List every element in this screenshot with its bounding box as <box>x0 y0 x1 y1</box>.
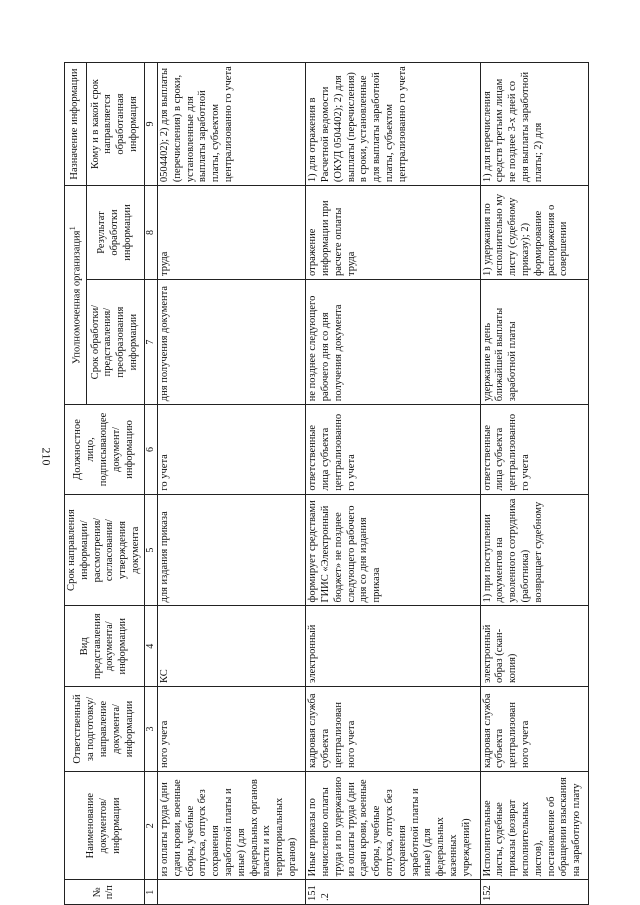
processing-term-cell: удержание в день ближайшей выплаты заработной платы <box>480 279 589 404</box>
signer-cell: ответственные лица субъекта централизованно го учета <box>306 405 481 494</box>
destination-cell: 0504402); 2) для выплаты (перечисления) в сроки, установленные для выплаты заработной платы, субъектом централизованно го учета <box>157 63 305 186</box>
column-number: 2 <box>144 771 157 879</box>
row-number: 152 <box>480 880 589 905</box>
kind-cell: КС <box>157 606 305 687</box>
responsible-cell: кадровая служба субъекта централизован ного учета <box>480 686 589 771</box>
column-number: 7 <box>144 279 157 404</box>
document-table <box>64 62 589 905</box>
processing-result-cell: труда <box>157 186 305 280</box>
header-row-1 <box>65 63 87 905</box>
header-responsible: Ответственный за подготовку/ направление документа/ информации <box>65 686 145 771</box>
document-name-cell: Исполнительные листы, судебные приказы (возврат исполнительных листов), постановление об обращении взыскания на заработную плату <box>480 771 589 879</box>
row-number <box>157 880 305 905</box>
column-number: 3 <box>144 686 157 771</box>
responsible-cell: кадровая служба субъекта централизован ного учета <box>306 686 481 771</box>
column-numbers-row <box>144 63 157 905</box>
column-number: 6 <box>144 405 157 494</box>
processing-term-cell: не позднее следующего рабочего дня со дня получения документа <box>306 279 481 404</box>
header-signer: Должностное лицо, подписывающее документ/ информацию <box>65 405 145 494</box>
column-number: 4 <box>144 606 157 687</box>
header-group-organization-label: Уполномоченная организация <box>71 230 83 365</box>
table-row <box>157 63 305 905</box>
column-number: 5 <box>144 494 157 606</box>
document-name-cell: Иные приказы по начислению оплаты труда и по удержанию из оплаты труда (дни сдачи крови, военные сборы, учебные отпуска, отпуск без сохранения заработной платы и иные) (для федеральных казенных учреждений) <box>306 771 481 879</box>
header-document-name: Наименование документов/ информации <box>65 771 145 879</box>
header-term: Срок направления информации/ рассмотрения/ согласования/ утверждения документа <box>65 494 145 606</box>
table-row <box>306 63 481 905</box>
processing-result-cell: отражение информации при расчете оплаты труда <box>306 186 481 280</box>
kind-cell: электронный <box>306 606 481 687</box>
header-destination: Кому и в какой срок направляется обработанная информация <box>86 63 144 186</box>
processing-result-cell: 1) удержания по исполнительно му листу (судебному приказу); 2) формирование распоряжения о совершении <box>480 186 589 280</box>
column-number: 9 <box>144 63 157 186</box>
destination-cell: 1) для перечисления средств третьим лицам не позднее 3-х дней со дня выплаты заработной платы; 2) для <box>480 63 589 186</box>
table-row <box>480 63 589 905</box>
signer-cell: ответственные лица субъекта централизованно го учета <box>480 405 589 494</box>
rotated-table-container <box>64 62 584 905</box>
column-number: 8 <box>144 186 157 280</box>
page-number: 210 <box>39 447 54 466</box>
kind-cell: электронный образ (скан-копия) <box>480 606 589 687</box>
header-group-destination: Назначение информации <box>65 63 87 186</box>
header-processing-term: Срок обработки/ представления/ преобразования информации <box>86 279 144 404</box>
destination-cell: 1) для отражения в Расчетной ведомости (ОКУД 0504402); 2) для выплаты (перечисления) в сроки, установленные для выплаты заработной платы, субъектом централизованно го учета <box>306 63 481 186</box>
signer-cell: го учета <box>157 405 305 494</box>
header-processing-result: Результат обработки информации <box>86 186 144 280</box>
document-name-cell: из оплаты труда (дни сдачи крови, военные сборы, учебные отпуска, отпуск без сохранения заработной платы и иные) (для федеральных органов власти и их территориальных органов) <box>157 771 305 879</box>
header-kind: Вид представления документа/ информации <box>65 606 145 687</box>
responsible-cell: ного учета <box>157 686 305 771</box>
header-footnote-mark: 1 <box>66 226 77 231</box>
term-cell: 1) при поступлении документов на уволенного сотрудника (работника) возвращает судебному <box>480 494 589 606</box>
header-number: № п/п <box>65 880 145 905</box>
row-number: 151.2 <box>306 880 481 905</box>
term-cell: формирует средствами ГИИС «Электронный бюджет» не позднее следующего рабочего дня со дня издания приказа <box>306 494 481 606</box>
processing-term-cell: дня получения документа <box>157 279 305 404</box>
term-cell: для издания приказа <box>157 494 305 606</box>
column-number: 1 <box>144 880 157 905</box>
header-group-organization <box>65 186 87 405</box>
